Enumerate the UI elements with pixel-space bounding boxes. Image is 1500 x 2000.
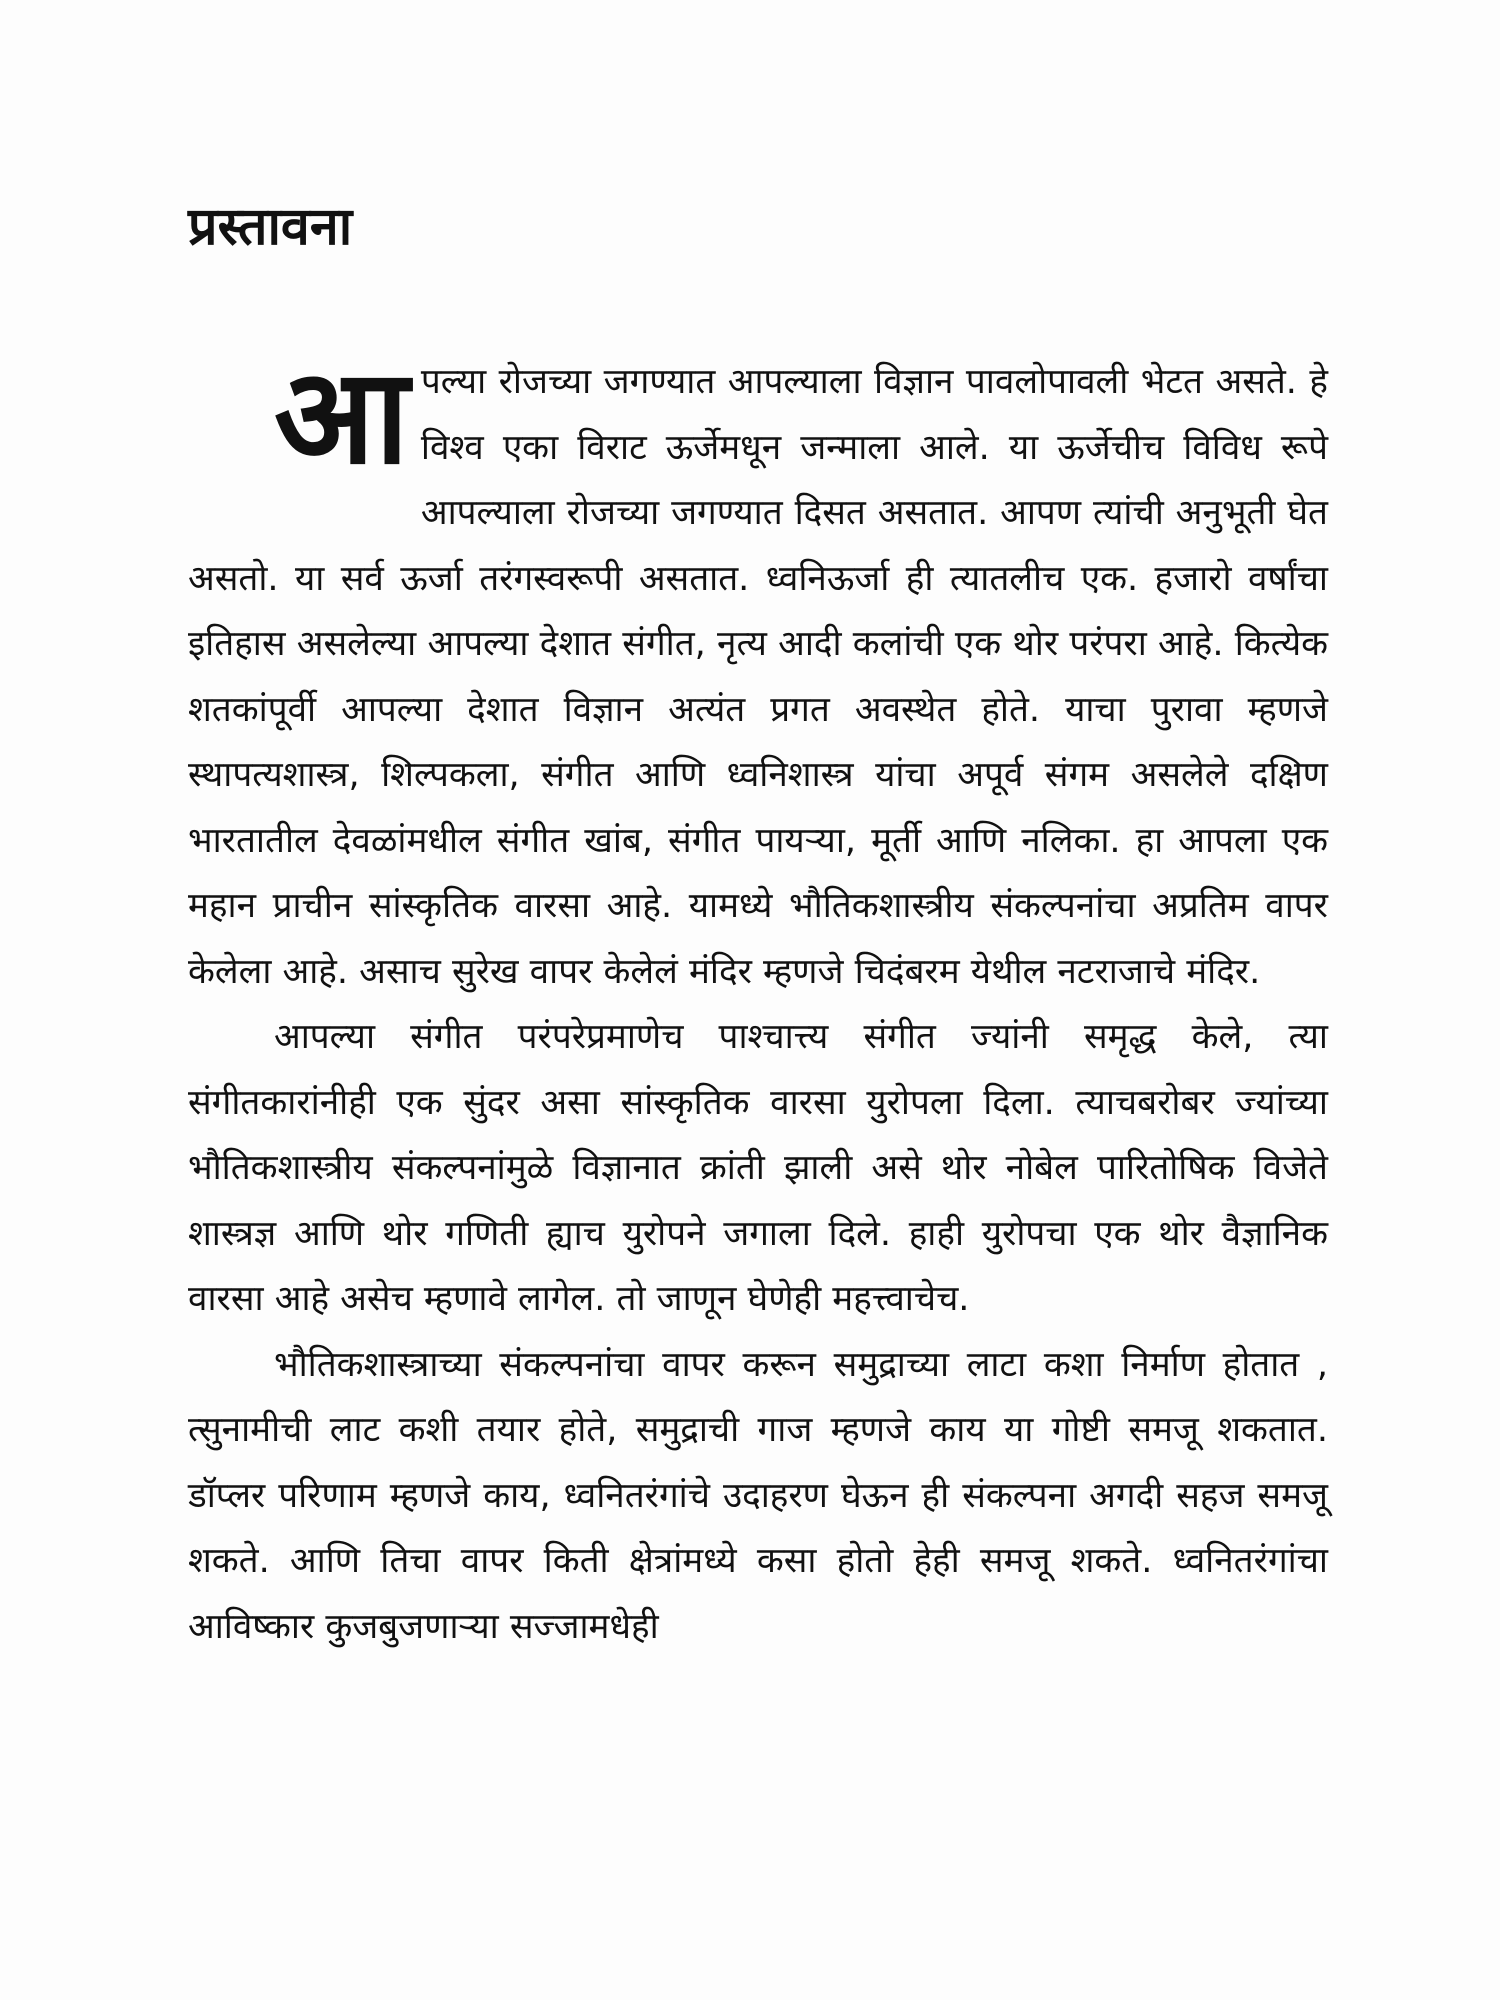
- paragraph-1: [188, 340, 1328, 1005]
- drop-cap: आ: [274, 340, 409, 494]
- paragraph-3: भौतिकशास्त्राच्या संकल्पनांचा वापर करून समुद्राच्या लाटा कशा निर्माण होतात , त्सुनामीची लाट कशी तयार होते, समुद्राची गाज म्हणजे काय या गोष्टी समजू शकतात. डॉप्लर परिणाम म्हणजे काय, ध्वनितरंगांचे उदाहरण घेऊन ही संकल्पना अगदी सहज समजू शकते. आणि तिचा वापर किती क्षेत्रांमध्ये कसा होतो हेही समजू शकते. ध्वनितरंगांचा आविष्कार कुजबुजणाऱ्या सज्जामधेही: [188, 1344, 1328, 1647]
- page-title: प्रस्तावना: [188, 197, 353, 257]
- paragraph-1-text: पल्या रोजच्या जगण्यात आपल्याला विज्ञान पावलोपावली भेटत असते. हे विश्व एका विराट ऊर्जेमधून जन्माला आले. या ऊर्जेचीच विविध रूपे आपल्याला रोजच्या जगण्यात दिसत असतात. आपण त्यांची अनुभूती घेत असतो. या सर्व ऊर्जा तरंगस्वरूपी असतात. ध्वनिऊर्जा ही त्यातलीच एक. हजारो वर्षांचा इतिहास असलेल्या आपल्या देशात संगीत, नृत्य आदी कलांची एक थोर परंपरा आहे. कित्येक शतकांपूर्वी आपल्या देशात विज्ञान अत्यंत प्रगत अवस्थेत होते. याचा पुरावा म्हणजे स्थापत्यशास्त्र, शिल्पकला, संगीत आणि ध्वनिशास्त्र यांचा अपूर्व संगम असलेले दक्षिण भारतातील देवळांमधील संगीत खांब, संगीत पायऱ्या, मूर्ती आणि नलिका. हा आपला एक महान प्राचीन सांस्कृतिक वारसा आहे. यामध्ये भौतिकशास्त्रीय संकल्पनांचा अप्रतिम वापर केलेला आहे. असाच सुरेख वापर केलेलं मंदिर म्हणजे चिदंबरम येथील नटराजाचे मंदिर.: [188, 362, 1328, 992]
- body-text: [188, 340, 1328, 1660]
- paragraph-2: आपल्या संगीत परंपरेप्रमाणेच पाश्चात्त्य संगीत ज्यांनी समृद्ध केले, त्या संगीतकारांनीही एक सुंदर असा सांस्कृतिक वारसा युरोपला दिला. त्याचबरोबर ज्यांच्या भौतिकशास्त्रीय संकल्पनांमुळे विज्ञानात क्रांती झाली असे थोर नोबेल पारितोषिक विजेते शास्त्रज्ञ आणि थोर गणिती ह्याच युरोपने जगाला दिले. हाही युरोपचा एक थोर वैज्ञानिक वारसा आहे असेच म्हणावे लागेल. तो जाणून घेणेही महत्त्वाचेच.: [188, 1017, 1328, 1319]
